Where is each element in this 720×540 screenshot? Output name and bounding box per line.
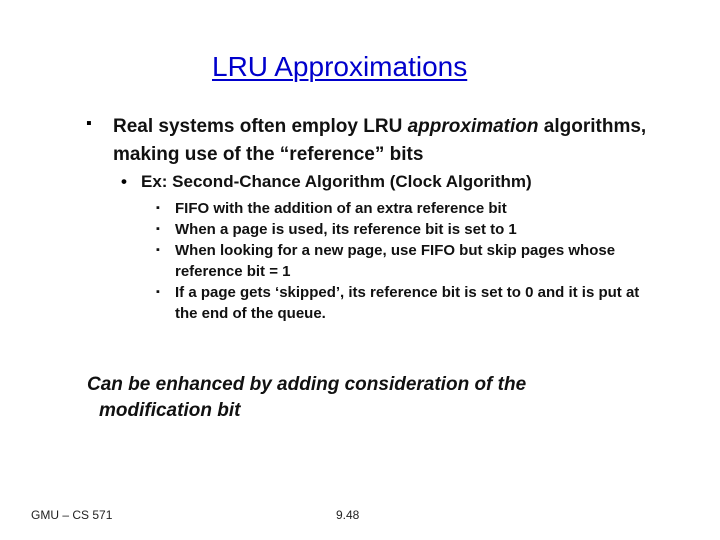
list-item bbox=[156, 240, 656, 282]
slide-title: LRU Approximations bbox=[212, 51, 468, 82]
list-item bbox=[156, 282, 656, 324]
list-item-text: When looking for a new page, use FIFO but skip pages whose reference bit = 1 bbox=[175, 242, 616, 280]
enhancement-note bbox=[87, 372, 647, 424]
square-bullet-icon: ▪ bbox=[156, 244, 160, 256]
square-bullet-icon: ▪ bbox=[156, 286, 160, 298]
bullet-text-part1: Real systems often employ LRU bbox=[113, 116, 408, 137]
footer-course: GMU – CS 571 bbox=[31, 508, 113, 522]
list-item-text: When a page is used, its reference bit is set to 1 bbox=[175, 221, 517, 238]
list-item bbox=[156, 198, 656, 219]
square-bullet-icon: ▪ bbox=[156, 223, 160, 235]
bullet-text-italic: approximation bbox=[407, 116, 539, 137]
list-item bbox=[156, 219, 656, 240]
note-line-2: modification bit bbox=[99, 400, 241, 421]
list-item-text: FIFO with the addition of an extra reference bit bbox=[175, 200, 507, 217]
footer-page-number: 9.48 bbox=[336, 508, 360, 522]
note-line-1: Can be enhanced by adding consideration of the bbox=[87, 374, 527, 395]
bullet-text-part2: algorithms, making use of the “reference” bits bbox=[113, 116, 647, 165]
list-item-text: If a page gets ‘skipped’, its reference bit is set to 0 and it is put at the end of the queue. bbox=[175, 284, 640, 322]
square-bullet-icon: ▪ bbox=[156, 202, 160, 214]
round-bullet-icon: • bbox=[121, 172, 127, 191]
sub-bullet-list bbox=[156, 198, 656, 324]
bullet-text bbox=[113, 113, 653, 169]
square-bullet-icon: ▪ bbox=[86, 115, 92, 132]
bullet-text: Ex: Second-Chance Algorithm (Clock Algorithm) bbox=[141, 172, 532, 191]
